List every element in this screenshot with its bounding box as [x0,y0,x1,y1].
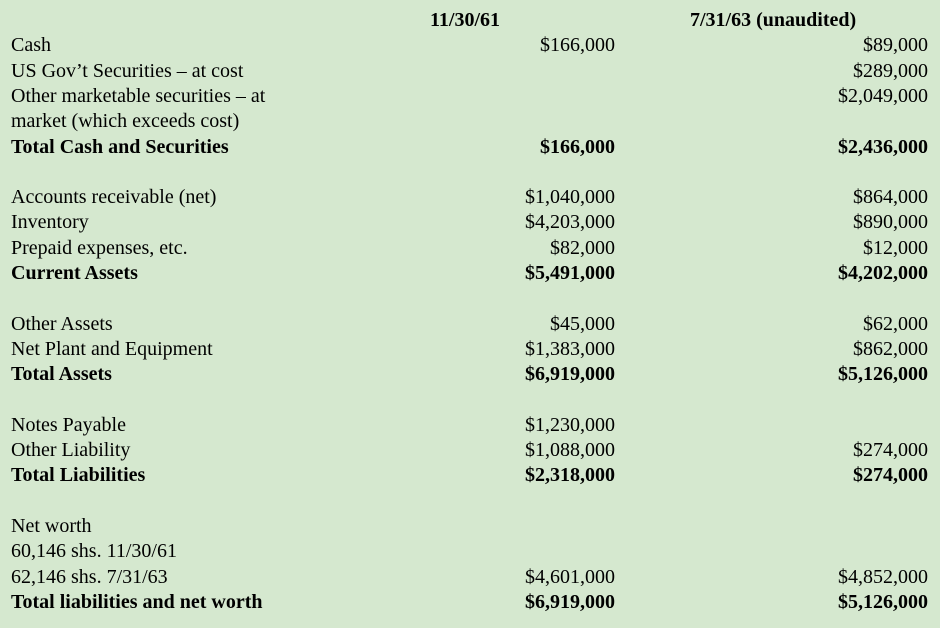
total-row [0,463,940,488]
column-header-date-2: 7/31/63 (unaudited) [690,9,857,31]
table-row [0,210,940,235]
table-row [0,438,940,463]
row-label: Notes Payable [11,413,126,436]
value-11-30-61: $6,919,000 [525,590,615,613]
value-11-30-61: $1,230,000 [525,413,615,436]
row-label: Accounts receivable (net) [11,186,217,209]
spacer-row [0,489,940,514]
value-7-31-63: $862,000 [853,337,928,360]
value-7-31-63: $5,126,000 [838,363,928,386]
total-row [0,261,940,286]
row-label: Total liabilities and net worth [11,590,263,613]
row-label: 60,146 shs. 11/30/61 [11,540,177,563]
value-11-30-61: $82,000 [550,236,615,259]
table-row [0,109,940,134]
value-7-31-63: $274,000 [853,464,928,487]
row-label: Cash [11,34,51,57]
value-7-31-63: $12,000 [863,236,928,259]
row-label: US Gov’t Securities – at cost [11,59,244,82]
table-row [0,33,940,58]
row-label: Net Plant and Equipment [11,337,213,360]
value-7-31-63: $274,000 [853,439,928,462]
value-7-31-63: $4,202,000 [838,262,928,284]
value-11-30-61: $166,000 [540,34,615,57]
value-7-31-63: $890,000 [853,211,928,234]
table-row [0,312,940,337]
value-11-30-61: $6,919,000 [525,363,615,386]
value-7-31-63: $89,000 [863,34,928,57]
value-11-30-61: $5,491,000 [525,262,615,284]
row-label: Prepaid expenses, etc. [11,236,188,259]
value-7-31-63: $4,852,000 [838,565,928,588]
row-label: Total Cash and Securities [11,135,229,158]
value-11-30-61: $1,383,000 [525,337,615,360]
value-11-30-61: $1,088,000 [525,439,615,462]
value-11-30-61: $2,318,000 [525,464,615,487]
row-label: Other Liability [11,439,131,462]
table-row [0,413,940,438]
row-label: Net worth [11,515,92,537]
value-11-30-61: $4,601,000 [525,565,615,588]
column-header-date-1: 11/30/61 [430,9,501,31]
row-label: Total Assets [11,363,112,386]
spacer-row [0,160,940,185]
value-11-30-61: $4,203,000 [525,211,615,234]
value-7-31-63: $864,000 [853,186,928,209]
row-label: Inventory [11,211,89,234]
row-label: Total Liabilities [11,464,146,487]
value-7-31-63: $5,126,000 [838,590,928,613]
table-row [0,337,940,362]
table-row [0,84,940,109]
table-row [0,514,940,539]
row-label: Other marketable securities – at [11,84,266,107]
total-row [0,590,940,615]
spacer-row [0,388,940,413]
value-7-31-63: $62,000 [863,312,928,335]
table-row [0,236,940,261]
total-row [0,362,940,387]
table-row [0,185,940,210]
table-row [0,565,940,590]
value-7-31-63: $2,049,000 [838,84,928,107]
value-7-31-63: $2,436,000 [838,135,928,158]
column-header-row [0,8,940,33]
total-row [0,135,940,160]
value-11-30-61: $45,000 [550,312,615,335]
table-row [0,539,940,564]
row-label: Other Assets [11,312,113,335]
value-11-30-61: $1,040,000 [525,186,615,209]
value-11-30-61: $166,000 [540,135,615,158]
value-7-31-63: $289,000 [853,59,928,82]
spacer-row [0,286,940,311]
row-label: market (which exceeds cost) [11,110,240,133]
table-row [0,59,940,84]
row-label: 62,146 shs. 7/31/63 [11,565,168,588]
row-label: Current Assets [11,262,138,284]
